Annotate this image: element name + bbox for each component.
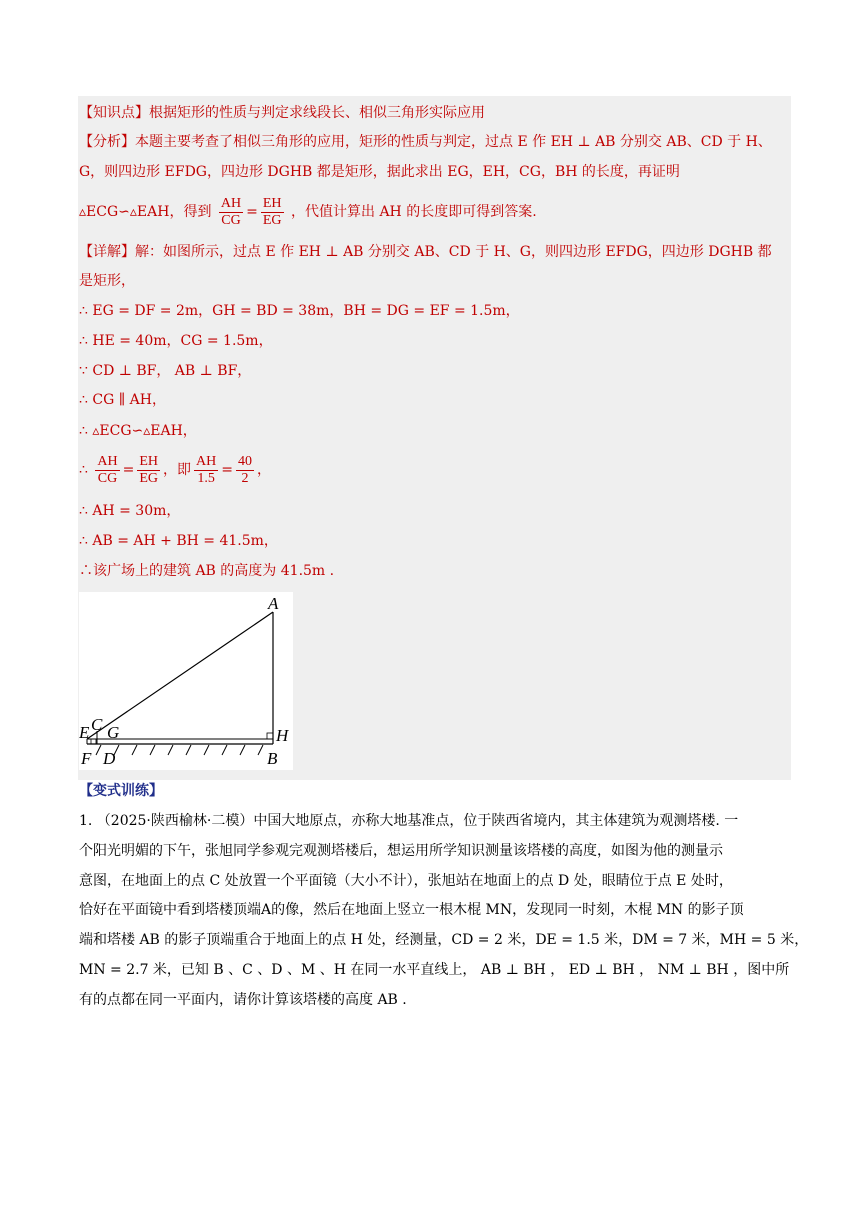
fraction-ah-1-5: $\frac{AH}{1.5}$ <box>196 453 217 486</box>
analysis-line-2: G，则四边形 EFDG，四边形 DGHB 都是矩形，据此求出 EG，EH，CG，BH 的长度，再证明 <box>79 164 680 180</box>
detail-line-10: ∴ AB = AH + BH = 41.5m， <box>79 533 278 549</box>
label-g: G <box>107 723 120 742</box>
detail-line-1 <box>79 243 772 261</box>
detail-line-11: ∴该广场上的建筑 AB 的高度为 41.5m . <box>79 563 335 579</box>
problem-line-1: 1. （2025·陕西榆林·二模）中国大地原点，亦称大地基准点，位于陕西省境内，其主体建筑为观测塔楼. 一 <box>79 813 739 829</box>
label-e: E <box>79 723 90 742</box>
label-c: C <box>91 715 103 734</box>
segment-ea <box>87 612 273 739</box>
label-b: B <box>267 749 278 768</box>
detail-line-8: ∴ $\frac{AH}{CG}$ = $\frac{EH}{EG}$ ，即 $\frac{AH}{1.5}$ = $\frac{40}{2}$ ， <box>79 453 271 486</box>
problem-line-5: 端和塔楼 AB 的影子顶端重合于地面上的点 H 处，经测量，CD = 2 米，DE = 1.5 米，DM = 7 米，MH = 5 米， <box>79 932 809 948</box>
knowledge-point-line <box>79 104 485 122</box>
label-d: D <box>103 749 116 768</box>
knowledge-text: 根据矩形的性质与判定求线段长、相似三角形实际应用 <box>149 105 485 121</box>
fraction-eh-eg-2: $\frac{EH}{EG}$ <box>139 453 159 486</box>
analysis-tag: 【分析】 <box>79 134 135 150</box>
fraction-eh-eg: $\frac{EH}{EG}$ <box>262 195 282 228</box>
ground-hatching <box>96 745 263 755</box>
knowledge-tag: 【知识点】 <box>79 105 149 121</box>
detail-line-2: 是矩形， <box>79 273 135 289</box>
label-f: F <box>81 749 92 768</box>
right-angle-h <box>267 733 273 739</box>
detail-line-3: ∴ EG = DF = 2m，GH = BD = 38m，BH = DG = EF = 1.5m， <box>79 303 520 319</box>
problem-line-3: 意图，在地面上的点 C 处放置一个平面镜（大小不计），张旭站在地面上的点 D 处，眼睛位于点 E 处时， <box>79 873 733 889</box>
detail-line-7: ∴ ▵ECG∽▵EAH， <box>79 423 197 439</box>
detail-text-1: 解：如图所示，过点 E 作 EH ⊥ AB 分别交 AB、CD 于 H、G，则四边形 EFDG，四边形 DGHB 都 <box>135 244 772 260</box>
geometry-figure <box>79 592 293 770</box>
fraction-ah-cg-2: $\frac{AH}{CG}$ <box>97 453 118 486</box>
analysis-line-3: ▵ECG∽▵EAH，得到 $\frac{AH}{CG}$ = $\frac{EH}{EG}$ ，代值计算出 AH 的长度即可得到答案. <box>79 195 537 228</box>
detail-line-5: ∵ CD ⊥ BF， AB ⊥ BF， <box>79 363 252 379</box>
detail-line-6: ∴ CG ∥ AH， <box>79 392 166 408</box>
detail-line-9: ∴ AH = 30m， <box>79 503 181 519</box>
problem-line-6: MN = 2.7 米，已知 B 、C 、D 、M 、H 在同一水平直线上， AB ⊥ BH ， ED ⊥ BH ， NM ⊥ BH ，图中所 <box>79 962 790 978</box>
problem-line-2: 个阳光明媚的下午，张旭同学参观完观测塔楼后，想运用所学知识测量该塔楼的高度，如图为他的测量示 <box>79 843 723 859</box>
label-a: A <box>268 594 279 613</box>
analysis-text-3b: ，代值计算出 AH 的长度即可得到答案. <box>291 204 537 220</box>
problem-line-7: 有的点都在同一平面内，请你计算该塔楼的高度 AB . <box>79 992 407 1008</box>
figure-svg <box>79 592 293 770</box>
detail-line-4: ∴ HE = 40m，CG = 1.5m， <box>79 333 273 349</box>
label-h: H <box>276 726 289 745</box>
analysis-text-3a: ▵ECG∽▵EAH，得到 <box>79 204 212 220</box>
problem-line-4: 恰好在平面镜中看到塔楼顶端A的像，然后在地面上竖立一根木棍 MN，发现同一时刻，木棍 MN 的影子顶 <box>79 902 744 918</box>
fraction-40-2: $\frac{40}{2}$ <box>237 453 252 486</box>
detail-tag: 【详解】 <box>79 244 135 260</box>
analysis-line-1 <box>79 133 772 151</box>
variant-training-heading: 【变式训练】 <box>79 783 163 799</box>
right-angle-f <box>91 739 96 744</box>
fraction-ah-cg: $\frac{AH}{CG}$ <box>220 195 242 228</box>
analysis-text-1: 本题主要考查了相似三角形的应用，矩形的性质与判定，过点 E 作 EH ⊥ AB 分别交 AB、CD 于 H、 <box>135 134 772 150</box>
